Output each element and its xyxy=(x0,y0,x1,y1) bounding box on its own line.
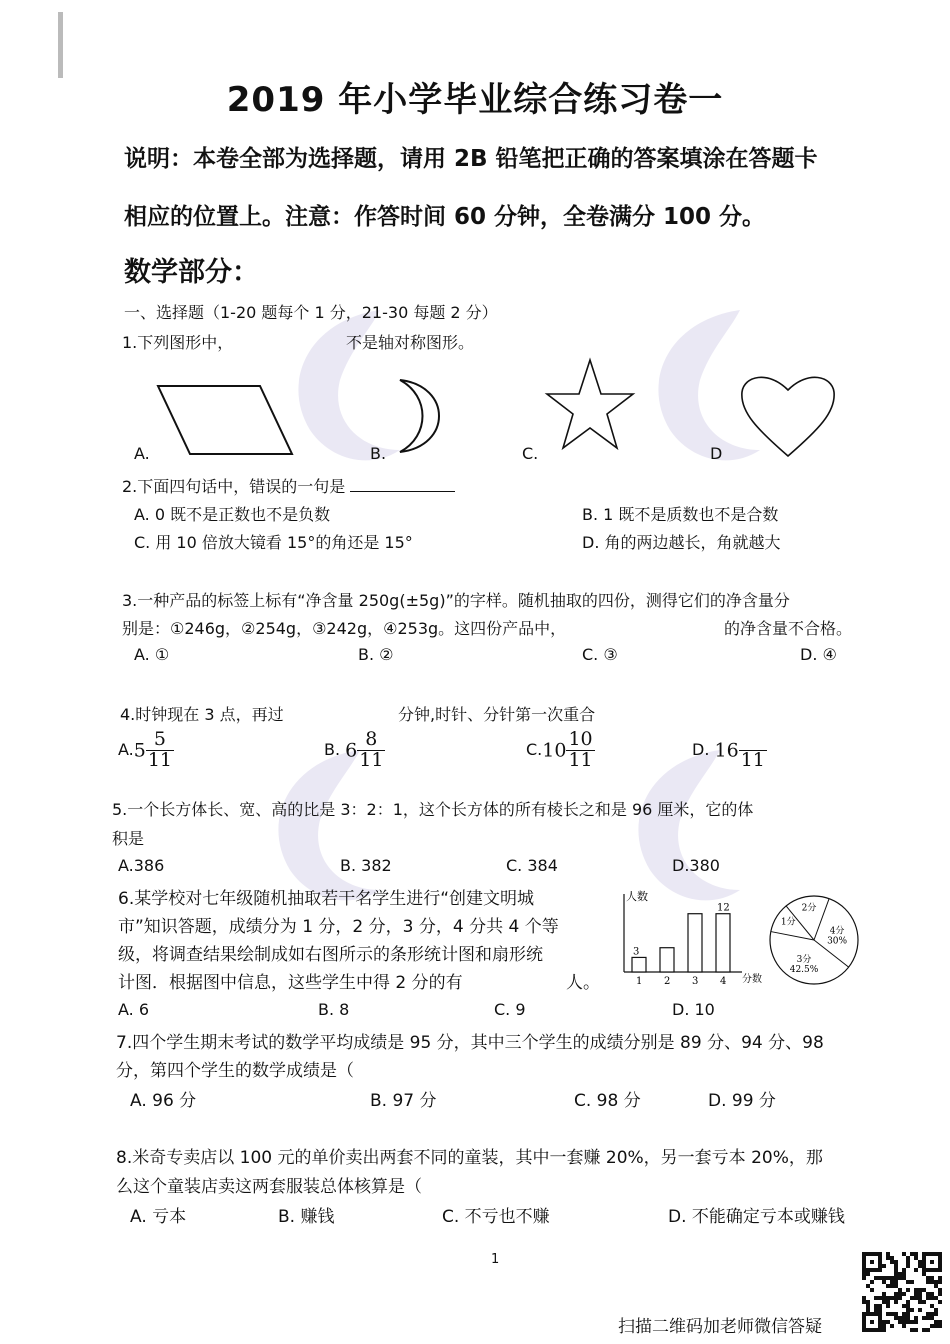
q1-star-figure xyxy=(545,356,635,452)
q2-stem xyxy=(122,474,455,497)
q5-option-b: B. 382 xyxy=(340,856,392,875)
q6-option-a: A. 6 xyxy=(118,1000,150,1019)
instructions-line-1: 说明：本卷全部为选择题，请用 2B 铅笔把正确的答案填涂在答题卡 xyxy=(124,146,818,172)
q8-option-c: C. 不亏也不赚 xyxy=(442,1207,550,1227)
part-heading: 一、选择题（1-20 题每个 1 分，21-30 每题 2 分） xyxy=(124,303,498,322)
q4-option-c-numerator: 10 xyxy=(568,728,593,750)
bar-chart-xlabel: 分数 xyxy=(742,974,762,985)
q1-heart-figure xyxy=(738,370,838,460)
q4-option-a xyxy=(118,730,174,771)
q2-answer-blank xyxy=(350,477,455,492)
q8-line-2: 么这个童装店卖这两套服装总体核算是（ xyxy=(116,1177,422,1197)
instructions-line-2: 相应的位置上。注意：作答时间 60 分钟，全卷满分 100 分。 xyxy=(124,204,766,230)
q6-bar-chart xyxy=(612,884,762,988)
q7-option-c: C. 98 分 xyxy=(574,1091,641,1111)
q6-option-c: C. 9 xyxy=(494,1000,526,1019)
q4-option-b-whole: 6 xyxy=(345,739,358,762)
q1-parallelogram-figure xyxy=(150,378,300,458)
q3-line-1: 3.一种产品的标签上标有“净含量 250g(±5g)”的字样。随机抽取的四份，测得它们的净含量分 xyxy=(122,591,790,610)
bar-tick-1: 1 xyxy=(636,976,643,987)
q5-line-1: 5.一个长方体长、宽、高的比是 3：2：1，这个长方体的所有棱长之和是 96 厘米，它的体 xyxy=(112,800,754,819)
q4-option-d-fraction xyxy=(739,730,767,771)
q1-stem-b: 不是轴对称图形。 xyxy=(346,333,475,352)
page-title: 2019 年小学毕业综合练习卷一 xyxy=(226,80,724,120)
q6-line-3: 级，将调查结果绘制成如右图所示的条形统计图和扇形统 xyxy=(118,945,543,965)
q1-stem-a: 1.下列图形中， xyxy=(122,333,234,352)
qr-caption: 扫描二维码加老师微信答疑 xyxy=(618,1317,822,1337)
q5-option-c: C. 384 xyxy=(506,856,558,875)
q4-option-a-whole: 5 xyxy=(133,739,146,762)
q1-option-d: D xyxy=(710,444,723,463)
q4-stem-a: 4.时钟现在 3 点，再过 xyxy=(120,705,284,724)
bar-chart-ylabel: 人数 xyxy=(626,890,648,903)
qr-code-icon xyxy=(862,1252,942,1332)
q4-option-a-fraction xyxy=(146,730,174,771)
q6-line-1: 6.某学校对七年级随机抽取若干名学生进行“创建文明城 xyxy=(118,889,535,909)
q5-line-2: 积是 xyxy=(112,829,145,848)
bar-data-label-1: 3 xyxy=(633,946,640,958)
q4-option-a-denominator: 11 xyxy=(147,748,173,771)
page-number: 1 xyxy=(491,1252,500,1267)
q7-option-b: B. 97 分 xyxy=(370,1091,437,1111)
section-heading: 数学部分： xyxy=(124,257,259,288)
bar-4 xyxy=(716,914,730,972)
bar-tick-3: 3 xyxy=(692,976,699,987)
q4-option-a-numerator: 5 xyxy=(146,730,174,751)
q4-option-b-numerator: 8 xyxy=(357,730,385,751)
q2-option-c: C. 用 10 倍放大镜看 15°的角还是 15° xyxy=(134,533,413,552)
q4-option-b xyxy=(324,730,385,771)
q3-line-2b: 的净含量不合格。 xyxy=(724,619,853,638)
q6-pie-chart xyxy=(766,892,862,988)
q2-option-d: D. 角的两边越长，角就越大 xyxy=(582,533,781,552)
q6-option-d: D. 10 xyxy=(672,1000,715,1019)
q3-option-b: B. ② xyxy=(358,645,394,664)
q4-option-c-whole: 10 xyxy=(542,739,567,762)
q4-option-a-label: A. xyxy=(118,739,134,759)
q5-option-d: D.380 xyxy=(672,856,720,875)
pie-label-2: 1分 xyxy=(780,917,796,928)
q6-line-2: 市”知识答题，成绩分为 1 分，2 分，3 分，4 分共 4 个等 xyxy=(118,917,559,937)
q7-option-d: D. 99 分 xyxy=(708,1091,776,1111)
q2-option-a: A. 0 既不是正数也不是负数 xyxy=(134,505,331,524)
pie-label-0: 4分 xyxy=(829,926,845,937)
q4-option-c-label: C. xyxy=(526,739,543,759)
q4-option-c-fraction xyxy=(566,730,594,771)
q4-option-d xyxy=(692,730,767,771)
q6-option-b: B. 8 xyxy=(318,1000,350,1019)
q3-option-d: D. ④ xyxy=(800,645,837,664)
q4-option-b-denominator: 11 xyxy=(359,748,384,771)
q4-option-d-whole: 16 xyxy=(714,739,739,762)
q1-option-b: B. xyxy=(370,444,387,463)
q4-option-c xyxy=(526,730,595,771)
q1-crescent-figure xyxy=(392,376,452,456)
q1-option-c: C. xyxy=(522,444,539,463)
q8-line-1: 8.米奇专卖店以 100 元的单价卖出两套不同的童装，其中一套赚 20%，另一套亏本 20%，那 xyxy=(116,1148,823,1168)
q8-option-a: A. 亏本 xyxy=(130,1207,187,1227)
pie-label-1: 3分 xyxy=(796,954,812,965)
bar-tick-2: 2 xyxy=(664,976,671,987)
q4-option-d-label: D. xyxy=(692,739,710,759)
q4-option-c-denominator: 11 xyxy=(568,748,593,771)
q8-option-d: D. 不能确定亏本或赚钱 xyxy=(668,1207,845,1227)
bar-tick-4: 4 xyxy=(720,976,727,987)
bar-2 xyxy=(660,948,674,972)
q3-line-2a: 别是：①246g，②254g，③242g，④253g。这四份产品中， xyxy=(122,619,567,638)
q4-option-d-numerator xyxy=(739,730,767,751)
bar-3 xyxy=(688,914,702,972)
q6-line-4b: 人。 xyxy=(566,973,600,993)
q7-line-1: 7.四个学生期末考试的数学平均成绩是 95 分，其中三个学生的成绩分别是 89 分、94 分、98 xyxy=(116,1033,824,1053)
q8-option-b: B. 赚钱 xyxy=(278,1207,335,1227)
q2-option-b: B. 1 既不是质数也不是合数 xyxy=(582,505,779,524)
q4-option-b-label: B. xyxy=(324,739,341,759)
bar-1 xyxy=(632,957,646,972)
pie-percent-0: 30% xyxy=(827,936,848,947)
q3-option-a: A. ① xyxy=(134,645,170,664)
q5-option-a: A.386 xyxy=(118,856,165,875)
bar-data-label-4: 12 xyxy=(717,902,730,914)
q6-line-4a: 计图．根据图中信息，这些学生中得 2 分的有 xyxy=(118,973,463,993)
q3-option-c: C. ③ xyxy=(582,645,618,664)
q1-option-a: A. xyxy=(134,444,150,463)
q2-stem-text: 2.下面四句话中，错误的一句是 xyxy=(122,477,346,496)
q7-line-2: 分，第四个学生的数学成绩是（ xyxy=(116,1061,354,1081)
q4-stem-b: 分钟,时针、分针第一次重合 xyxy=(398,705,596,724)
scan-edge-mark xyxy=(58,12,63,78)
q4-option-b-fraction xyxy=(357,730,385,771)
q7-option-a: A. 96 分 xyxy=(130,1091,197,1111)
pie-label-3: 2分 xyxy=(801,903,817,914)
pie-percent-1: 42.5% xyxy=(789,964,819,975)
q4-option-d-denominator: 11 xyxy=(740,749,765,771)
